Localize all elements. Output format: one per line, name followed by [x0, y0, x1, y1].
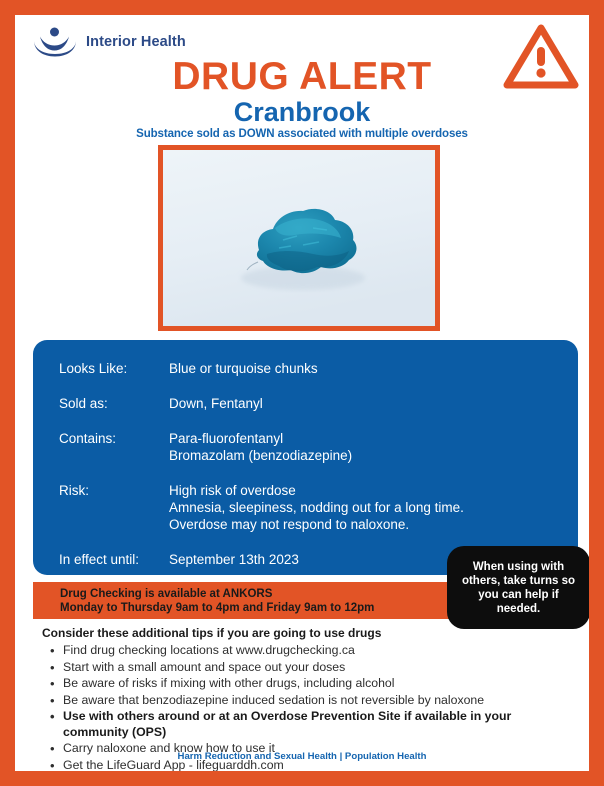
info-value	[169, 551, 299, 568]
info-value-line: Overdose may not respond to naloxone.	[169, 517, 410, 532]
location-title: Cranbrook	[233, 96, 371, 127]
info-value	[169, 482, 464, 533]
list-item: • Call 211 or visit bc211.ca to find services near you	[63, 774, 562, 786]
tips-list	[42, 643, 562, 786]
title-block	[15, 57, 589, 127]
drug-checking-line2: Monday to Thursday 9am to 4pm and Friday 9am to 12pm	[60, 602, 375, 614]
info-row	[33, 482, 578, 533]
list-item: • Find drug checking locations at www.drugchecking.ca	[63, 643, 562, 659]
drug-photo	[163, 150, 435, 326]
safety-callout	[447, 546, 590, 629]
info-label: Risk:	[59, 483, 89, 498]
poster-header	[15, 15, 589, 140]
drug-checking-line1: Drug Checking is available at ANKORS	[60, 588, 273, 600]
safety-callout-text: When using with others, take turns so you can help if needed.	[461, 560, 576, 615]
page-title: DRUG ALERT	[172, 55, 432, 98]
info-row	[33, 395, 578, 412]
info-value-line: Blue or turquoise chunks	[169, 361, 318, 376]
info-label: In effect until:	[59, 552, 140, 567]
list-item: • Be aware of risks if mixing with other drugs, including alcohol	[63, 676, 562, 692]
brand-logo	[32, 26, 186, 58]
info-label: Contains:	[59, 431, 117, 446]
tips-section	[42, 626, 562, 786]
list-item: • Carry naloxone and know how to use it	[63, 741, 562, 757]
info-value-line: September 13th 2023	[169, 552, 299, 567]
org-name: Interior Health	[86, 34, 186, 50]
info-label: Sold as:	[59, 396, 108, 411]
alert-tagline: Substance sold as DOWN associated with multiple overdoses	[136, 128, 468, 140]
tips-heading: Consider these additional tips if you are going to use drugs	[42, 626, 382, 640]
info-row	[33, 360, 578, 377]
list-item: • Be aware that benzodiazepine induced sedation is not reversible by naloxone	[63, 693, 562, 709]
info-value-line: Amnesia, sleepiness, nodding out for a long time.	[169, 500, 464, 515]
info-row	[33, 430, 578, 464]
info-value	[169, 395, 263, 412]
list-item: • Get the LifeGuard App - lifeguarddh.com	[63, 758, 562, 774]
info-value	[169, 430, 352, 464]
info-value-line: High risk of overdose	[169, 483, 296, 498]
info-value	[169, 360, 318, 377]
list-item: • Start with a small amount and space out your doses	[63, 660, 562, 676]
info-panel	[33, 340, 578, 575]
info-value-line: Para-fluorofentanyl	[169, 431, 284, 446]
info-label: Looks Like:	[59, 361, 128, 376]
drug-photo-frame	[158, 145, 440, 331]
info-value-line: Bromazolam (benzodiazepine)	[169, 448, 353, 463]
info-value-line: Down, Fentanyl	[169, 396, 263, 411]
poster-footer: Harm Reduction and Sexual Health | Population Health	[177, 751, 427, 762]
list-item: • Use with others around or at an Overdose Prevention Site if available in your community (OPS)	[63, 709, 562, 740]
poster-inner	[15, 15, 589, 786]
interior-health-swoosh-icon	[32, 26, 78, 58]
